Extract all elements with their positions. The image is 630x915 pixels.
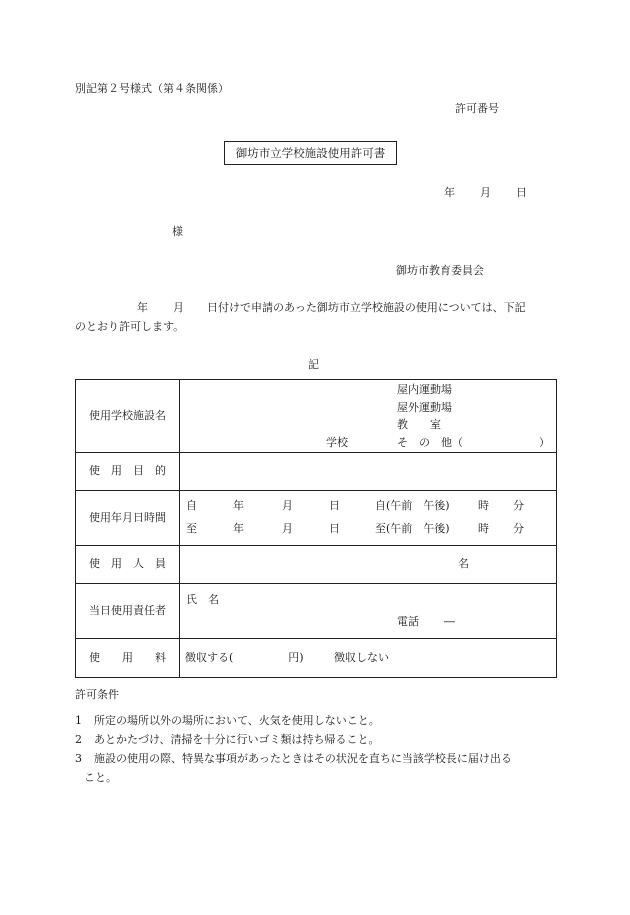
condition-text: 所定の場所以外の場所において、火気を使用しないこと。: [94, 714, 380, 727]
datetime-label: 使用年月日時間: [89, 511, 166, 524]
responsible-person-label: 当日使用責任者: [89, 604, 166, 617]
table-column-divider: [179, 380, 180, 677]
condition-number: 3: [75, 752, 82, 765]
permit-number-label: 許可番号: [455, 102, 499, 115]
name-label: 氏 名: [186, 593, 219, 606]
to-marker: 至: [186, 522, 197, 535]
facility-option: 屋内運動場: [397, 383, 452, 396]
body-month: 月: [173, 301, 184, 314]
issuer-name: 御坊市教育委員会: [396, 264, 484, 277]
school-suffix: 学校: [326, 436, 348, 449]
condition-text: あとかたづけ、清掃を十分に行いゴミ類は持ち帰ること。: [94, 733, 380, 746]
date-year-label: 年: [444, 186, 455, 199]
purpose-label: 使 用 目 的: [89, 464, 166, 477]
table-row-divider: [76, 638, 556, 639]
facility-option: 教 室: [397, 418, 441, 431]
condition-number: 2: [75, 733, 82, 746]
from-day: 日: [329, 499, 340, 512]
to-ampm: 至(午前 午後): [375, 522, 450, 535]
condition-number: 1: [75, 714, 82, 727]
fee-collect-option: 徴収する( 円): [185, 651, 304, 664]
table-row-divider: [76, 583, 556, 584]
to-day: 日: [329, 522, 340, 535]
body-year: 年: [137, 301, 148, 314]
phone-dash: ―: [444, 615, 455, 628]
condition-item: [75, 752, 512, 766]
date-day-label: 日: [516, 186, 527, 199]
headcount-unit: 名: [458, 557, 469, 570]
from-year: 年: [233, 499, 244, 512]
body-line1: 日付けで申請のあった御坊市立学校施設の使用については、下記: [207, 301, 526, 314]
to-year: 年: [233, 522, 244, 535]
from-hour: 時: [478, 499, 489, 512]
document-title: 御坊市立学校施設使用許可書: [224, 141, 397, 165]
permit-table: [75, 379, 557, 678]
ki-mark: 記: [308, 358, 319, 371]
from-marker: 自: [186, 499, 197, 512]
fee-no-collect-option: 徴収しない: [334, 651, 389, 664]
date-month-label: 月: [480, 186, 491, 199]
table-row-divider: [76, 545, 556, 546]
from-ampm: 自(午前 午後): [375, 499, 450, 512]
addressee-suffix: 様: [172, 225, 183, 238]
conditions-heading: 許可条件: [75, 688, 119, 701]
facility-other-label: そ の 他（: [397, 436, 463, 449]
table-row-divider: [76, 452, 556, 453]
facility-option: 屋外運動場: [397, 401, 452, 414]
condition-item-continuation: こと。: [84, 771, 117, 784]
facility-name-label: 使用学校施設名: [89, 409, 166, 422]
form-label: 別記第２号様式（第４条関係）: [75, 82, 229, 95]
from-month: 月: [282, 499, 293, 512]
fee-label: 使 用 料: [89, 651, 166, 664]
condition-text: 施設の使用の際、特異な事項があったときはその状況を直ちに当該学校長に届け出る: [94, 752, 512, 765]
to-hour: 時: [478, 522, 489, 535]
table-row-divider: [76, 490, 556, 491]
to-minute: 分: [513, 522, 524, 535]
headcount-label: 使 用 人 員: [89, 557, 166, 570]
phone-label: 電話: [397, 615, 419, 628]
to-month: 月: [282, 522, 293, 535]
condition-item: [75, 733, 380, 747]
from-minute: 分: [513, 499, 524, 512]
facility-other-close: ）: [539, 436, 550, 449]
condition-item: [75, 714, 380, 728]
body-line2: のとおり許可します。: [75, 320, 185, 333]
